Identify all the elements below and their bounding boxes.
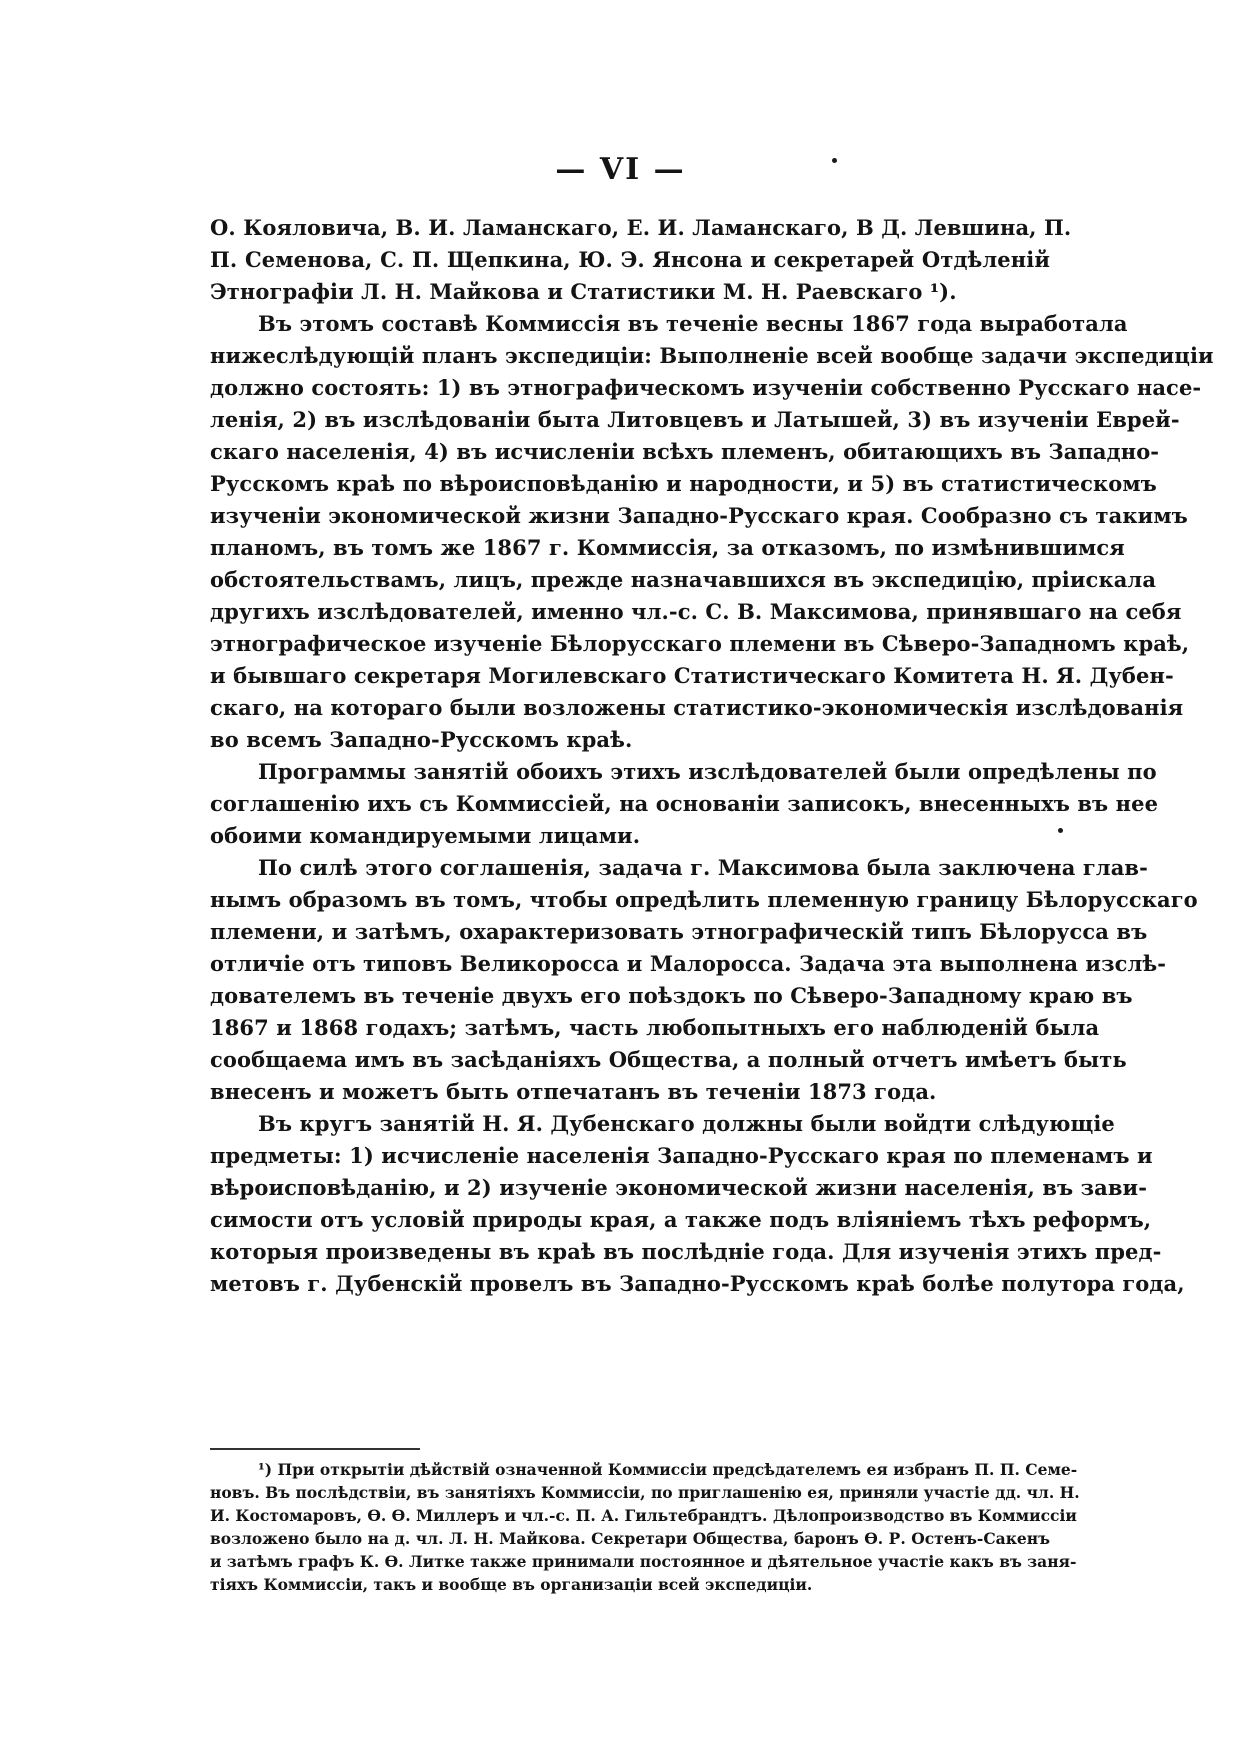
text-line: отличіе отъ типовъ Великоросса и Малоросса. Задача эта выполнена изслѣ-: [210, 951, 1167, 976]
text-line: должно состоять: 1) въ этнографическомъ изученіи собственно Русскаго насе-: [210, 375, 1202, 400]
footnote-line: тіяхъ Коммиссіи, такъ и вообще въ организаціи всей экспедиціи.: [210, 1575, 813, 1594]
text-line: О. Кояловича, В. И. Ламанскаго, Е. И. Ламанскаго, В Д. Левшина, П.: [210, 215, 1072, 240]
ink-speck: [1058, 828, 1063, 833]
text-line: этнографическое изученіе Бѣлорусскаго племени въ Сѣверо-Западномъ краѣ,: [210, 631, 1190, 656]
text-line: и бывшаго секретаря Могилевскаго Статистическаго Комитета Н. Я. Дубен-: [210, 663, 1174, 688]
text-line: симости отъ условій природы края, а также подъ вліяніемъ тѣхъ реформъ,: [210, 1207, 1152, 1232]
text-line: ленія, 2) въ изслѣдованіи быта Литовцевъ и Латышей, 3) въ изученіи Еврей-: [210, 407, 1180, 432]
text-line: нымъ образомъ въ томъ, чтобы опредѣлить племенную границу Бѣлорусскаго: [210, 887, 1198, 912]
footnote-line: И. Костомаровъ, Ѳ. Ѳ. Миллеръ и чл.-с. П. А. Гильтебрандтъ. Дѣлопроизводство въ Коммиссіи: [210, 1506, 1077, 1525]
text-line: планомъ, въ томъ же 1867 г. Коммиссія, за отказомъ, по измѣнившимся: [210, 535, 1125, 560]
footnotes: [210, 1458, 1080, 1596]
text-line: обоими командируемыми лицами.: [210, 823, 641, 848]
text-line: дователемъ въ теченіе двухъ его поѣздокъ по Сѣверо-Западному краю въ: [210, 983, 1133, 1008]
text-line: Программы занятій обоихъ этихъ изслѣдователей были опредѣлены по: [258, 759, 1157, 784]
text-line: предметы: 1) исчисленіе населенія Западно-Русскаго края по племенамъ и: [210, 1143, 1153, 1168]
text-line: другихъ изслѣдователей, именно чл.-с. С. В. Максимова, принявшаго на себя: [210, 599, 1182, 624]
text-line: метовъ г. Дубенскій провелъ въ Западно-Русскомъ краѣ болѣе полутора года,: [210, 1271, 1185, 1296]
text-line: внесенъ и можетъ быть отпечатанъ въ теченіи 1873 года.: [210, 1079, 937, 1104]
text-line: племени, и затѣмъ, охарактеризовать этнографическій типъ Бѣлорусса въ: [210, 919, 1148, 944]
footnote-line: ¹) При открытіи дѣйствій означенной Коммиссіи предсѣдателемъ ея избранъ П. П. Семе-: [258, 1460, 1078, 1479]
text-line: во всемъ Западно-Русскомъ краѣ.: [210, 727, 633, 752]
text-line: изученіи экономической жизни Западно-Русскаго края. Сообразно съ такимъ: [210, 503, 1188, 528]
text-line: соглашенію ихъ съ Коммиссіей, на основаніи записокъ, внесенныхъ въ нее: [210, 791, 1159, 816]
text-line: Русскомъ краѣ по вѣроисповѣданію и народности, и 5) въ статистическомъ: [210, 471, 1157, 496]
page-number: — VI —: [555, 152, 686, 187]
text-line: Въ кругъ занятій Н. Я. Дубенскаго должны были войдти слѣдующіе: [258, 1111, 1115, 1136]
text-line: Въ этомъ составѣ Коммиссія въ теченіе весны 1867 года выработала: [258, 311, 1128, 336]
text-line: нижеслѣдующій планъ экспедиціи: Выполненіе всей вообще задачи экспедиціи: [210, 343, 1214, 368]
ink-speck: [832, 158, 837, 163]
footnote-rule: [210, 1448, 420, 1450]
text-line: скаго, на котораго были возложены статистико-экономическія изслѣдованія: [210, 695, 1184, 720]
text-line: Этнографіи Л. Н. Майкова и Статистики М. Н. Раевскаго ¹).: [210, 279, 957, 304]
text-line: П. Семенова, С. П. Щепкина, Ю. Э. Янсона и секретарей Отдѣленій: [210, 247, 1050, 272]
main-text: [210, 212, 1214, 1300]
text-line: скаго населенія, 4) въ исчисленіи всѣхъ племенъ, обитающихъ въ Западно-: [210, 439, 1160, 464]
text-line: сообщаема имъ въ засѣданіяхъ Общества, а полный отчетъ имѣетъ быть: [210, 1047, 1127, 1072]
footnote-line: и затѣмъ графъ К. Ѳ. Литке также принимали постоянное и дѣятельное участіе какъ въ заня-: [210, 1552, 1077, 1571]
footnote-line: возложено было на д. чл. Л. Н. Майкова. Секретари Общества, баронъ Ѳ. Р. Остенъ-Сакенъ: [210, 1529, 1050, 1548]
text-line: вѣроисповѣданію, и 2) изученіе экономической жизни населенія, въ зави-: [210, 1175, 1148, 1200]
footnote-line: новъ. Въ послѣдствіи, въ занятіяхъ Коммиссіи, по приглашенію ея, приняли участіе дд. чл. Н.: [210, 1483, 1080, 1502]
text-line: которыя произведены въ краѣ въ послѣдніе года. Для изученія этихъ пред-: [210, 1239, 1162, 1264]
text-line: обстоятельствамъ, лицъ, прежде назначавшихся въ экспедицію, пріискала: [210, 567, 1157, 592]
text-line: По силѣ этого соглашенія, задача г. Максимова была заключена глав-: [258, 855, 1148, 880]
text-line: 1867 и 1868 годахъ; затѣмъ, часть любопытныхъ его наблюденій была: [210, 1015, 1100, 1040]
